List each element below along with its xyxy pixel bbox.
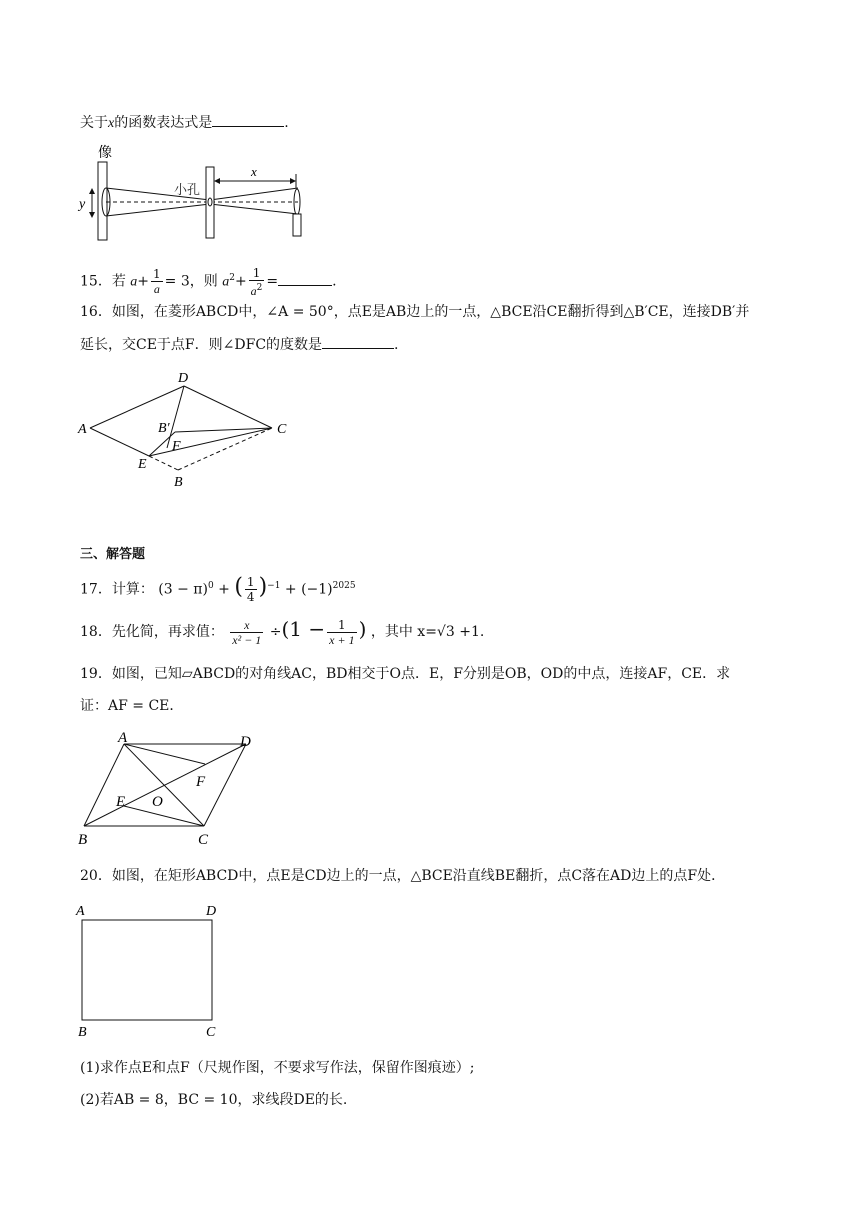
x-arrow-head-right — [290, 178, 296, 184]
question-18 — [80, 610, 484, 648]
question-16-line1: 16．如图，在菱形ABCD中，∠A = 50°，点E是AB边上的一点，△BCE沿CE翻折得到△B′CE，连接DB′并 — [80, 304, 750, 320]
x-label: x — [251, 164, 257, 179]
q17-number: 17．计算： — [80, 581, 154, 598]
question-17 — [80, 568, 356, 604]
answer-blank[interactable] — [212, 112, 284, 127]
q18-number: 18．先化简，再求值： — [80, 624, 224, 640]
q15-plus: + — [137, 273, 150, 290]
y-arrow-head-top — [89, 188, 95, 194]
diagonal-bd — [84, 744, 246, 826]
edge-bc-dashed — [178, 428, 272, 470]
q17-paren-r: ) — [258, 574, 268, 600]
q14-text: 关于 — [80, 115, 108, 131]
q14-var: x — [108, 116, 115, 131]
label-b: B — [78, 832, 88, 848]
hole-label: 小孔 — [174, 183, 201, 198]
question-20-part1: (1)求作点E和点F（尺规作图，不要求写作法，保留作图痕迹）; — [80, 1060, 475, 1076]
label-o: O — [152, 794, 163, 810]
label-f: F — [196, 774, 206, 790]
pinhole-figure — [76, 138, 316, 244]
edge-eb-dashed — [149, 456, 178, 470]
y-arrow-head-bottom — [89, 212, 95, 218]
q17-paren-l: ( — [234, 574, 243, 600]
rectangle-figure — [72, 896, 232, 1042]
q16-text: 延长，交CE于点F．则∠DFC的度数是 — [80, 337, 323, 353]
q18-paren-r: ) — [358, 617, 367, 641]
label-c: C — [198, 832, 209, 848]
q17-exp0: 0 — [207, 581, 214, 591]
question-19-line1: 19．如图，已知▱ABCD的对角线AC，BD相交于O点．E，F分别是OB，OD的中点，连接AF，CE．求 — [80, 666, 731, 682]
pinhole-screen — [206, 167, 214, 238]
edge-ae — [90, 428, 149, 456]
q17-plus1: + — [213, 581, 235, 598]
q15-frac1-den: a — [153, 282, 160, 297]
question-20-line1: 20．如图，在矩形ABCD中，点E是CD边上的一点，△BCE沿直线BE翻折，点C落在AD边上的点F处． — [80, 868, 726, 884]
q17-term3: + (−1) — [280, 581, 333, 598]
candle-body — [293, 214, 301, 236]
edge-ba — [84, 744, 124, 826]
label-a: A — [118, 730, 128, 746]
question-16-line2 — [80, 334, 398, 355]
q18-frac2-den: x + 1 — [329, 632, 355, 647]
label-b: B — [174, 475, 183, 490]
q17-exp-m1: −1 — [267, 581, 281, 591]
q18-frac2-num: 1 — [327, 618, 356, 633]
q18-div: ÷ — [269, 624, 282, 640]
q17-frac — [245, 575, 257, 604]
ray-bottom-right — [210, 204, 298, 214]
question-20-part2: (2)若AB = 8，BC = 10，求线段DE的长. — [80, 1092, 348, 1108]
label-d: D — [206, 904, 217, 919]
q17-frac-num: 1 — [246, 575, 255, 590]
q15-prefix: 若 — [111, 273, 126, 290]
section-heading: 三、解答题 — [80, 547, 146, 562]
q14-end: . — [284, 115, 289, 131]
label-f: F — [172, 439, 181, 454]
parallelogram-figure — [74, 728, 270, 852]
segment-af — [124, 744, 205, 764]
q18-frac1 — [230, 618, 263, 647]
rhombus-figure — [72, 366, 302, 492]
edge-ad — [90, 386, 184, 428]
label-b-prime: B′ — [158, 421, 170, 436]
label-d: D — [240, 734, 251, 750]
q18-frac1-num: x — [230, 618, 263, 633]
rectangle-abcd — [82, 920, 212, 1020]
q17-frac-den: 4 — [246, 590, 255, 605]
q15-frac2-num: 1 — [249, 266, 265, 281]
label-d: D — [178, 371, 189, 386]
q18-frac2 — [327, 618, 356, 647]
ray-bottom-left — [106, 204, 210, 216]
q18-tail: ，其中 x=√3 +1. — [370, 624, 485, 640]
q15-frac1 — [151, 267, 163, 296]
q15-frac2-den: a — [250, 283, 257, 298]
label-e: E — [116, 794, 126, 810]
q15-frac2-sup: 2 — [256, 282, 263, 293]
question-19-line2: 证：AF = CE． — [80, 698, 184, 714]
question-14-tail — [80, 112, 289, 134]
q16-answer-blank[interactable] — [322, 334, 394, 349]
edge-dc — [184, 386, 272, 428]
q15-a2: a — [222, 274, 230, 290]
q17-exp2025: 2025 — [332, 581, 356, 591]
label-a: A — [78, 422, 87, 437]
q15-plus2: + — [234, 273, 247, 290]
q15-frac2 — [249, 266, 265, 298]
label-c: C — [206, 1025, 216, 1040]
q15-eq3: = 3，则 — [164, 273, 218, 290]
label-e: E — [138, 457, 147, 472]
question-15 — [80, 262, 337, 298]
q18-paren-l: (1 − — [281, 617, 326, 641]
q15-eq: = — [266, 273, 279, 290]
q15-frac1-num: 1 — [153, 267, 161, 282]
edge-dc — [204, 744, 246, 826]
q15-a: a — [130, 274, 138, 290]
q16-end: . — [394, 337, 399, 353]
q15-number: 15． — [80, 273, 112, 290]
ray-top-right — [210, 188, 298, 200]
q15-sq: 2 — [229, 273, 235, 283]
image-label: 像 — [98, 145, 112, 161]
q14-text2: 的函数表达式是 — [114, 115, 213, 131]
q15-end: . — [332, 273, 337, 290]
label-c: C — [277, 422, 287, 437]
label-a: A — [76, 904, 85, 919]
q18-frac1-den: x² − 1 — [232, 632, 262, 647]
q15-answer-blank[interactable] — [278, 271, 332, 286]
x-arrow-head-left — [214, 178, 220, 184]
segment-ec — [124, 806, 204, 826]
label-b: B — [78, 1025, 87, 1040]
q17-term1: (3 − π) — [158, 581, 208, 598]
y-label: y — [79, 197, 86, 212]
